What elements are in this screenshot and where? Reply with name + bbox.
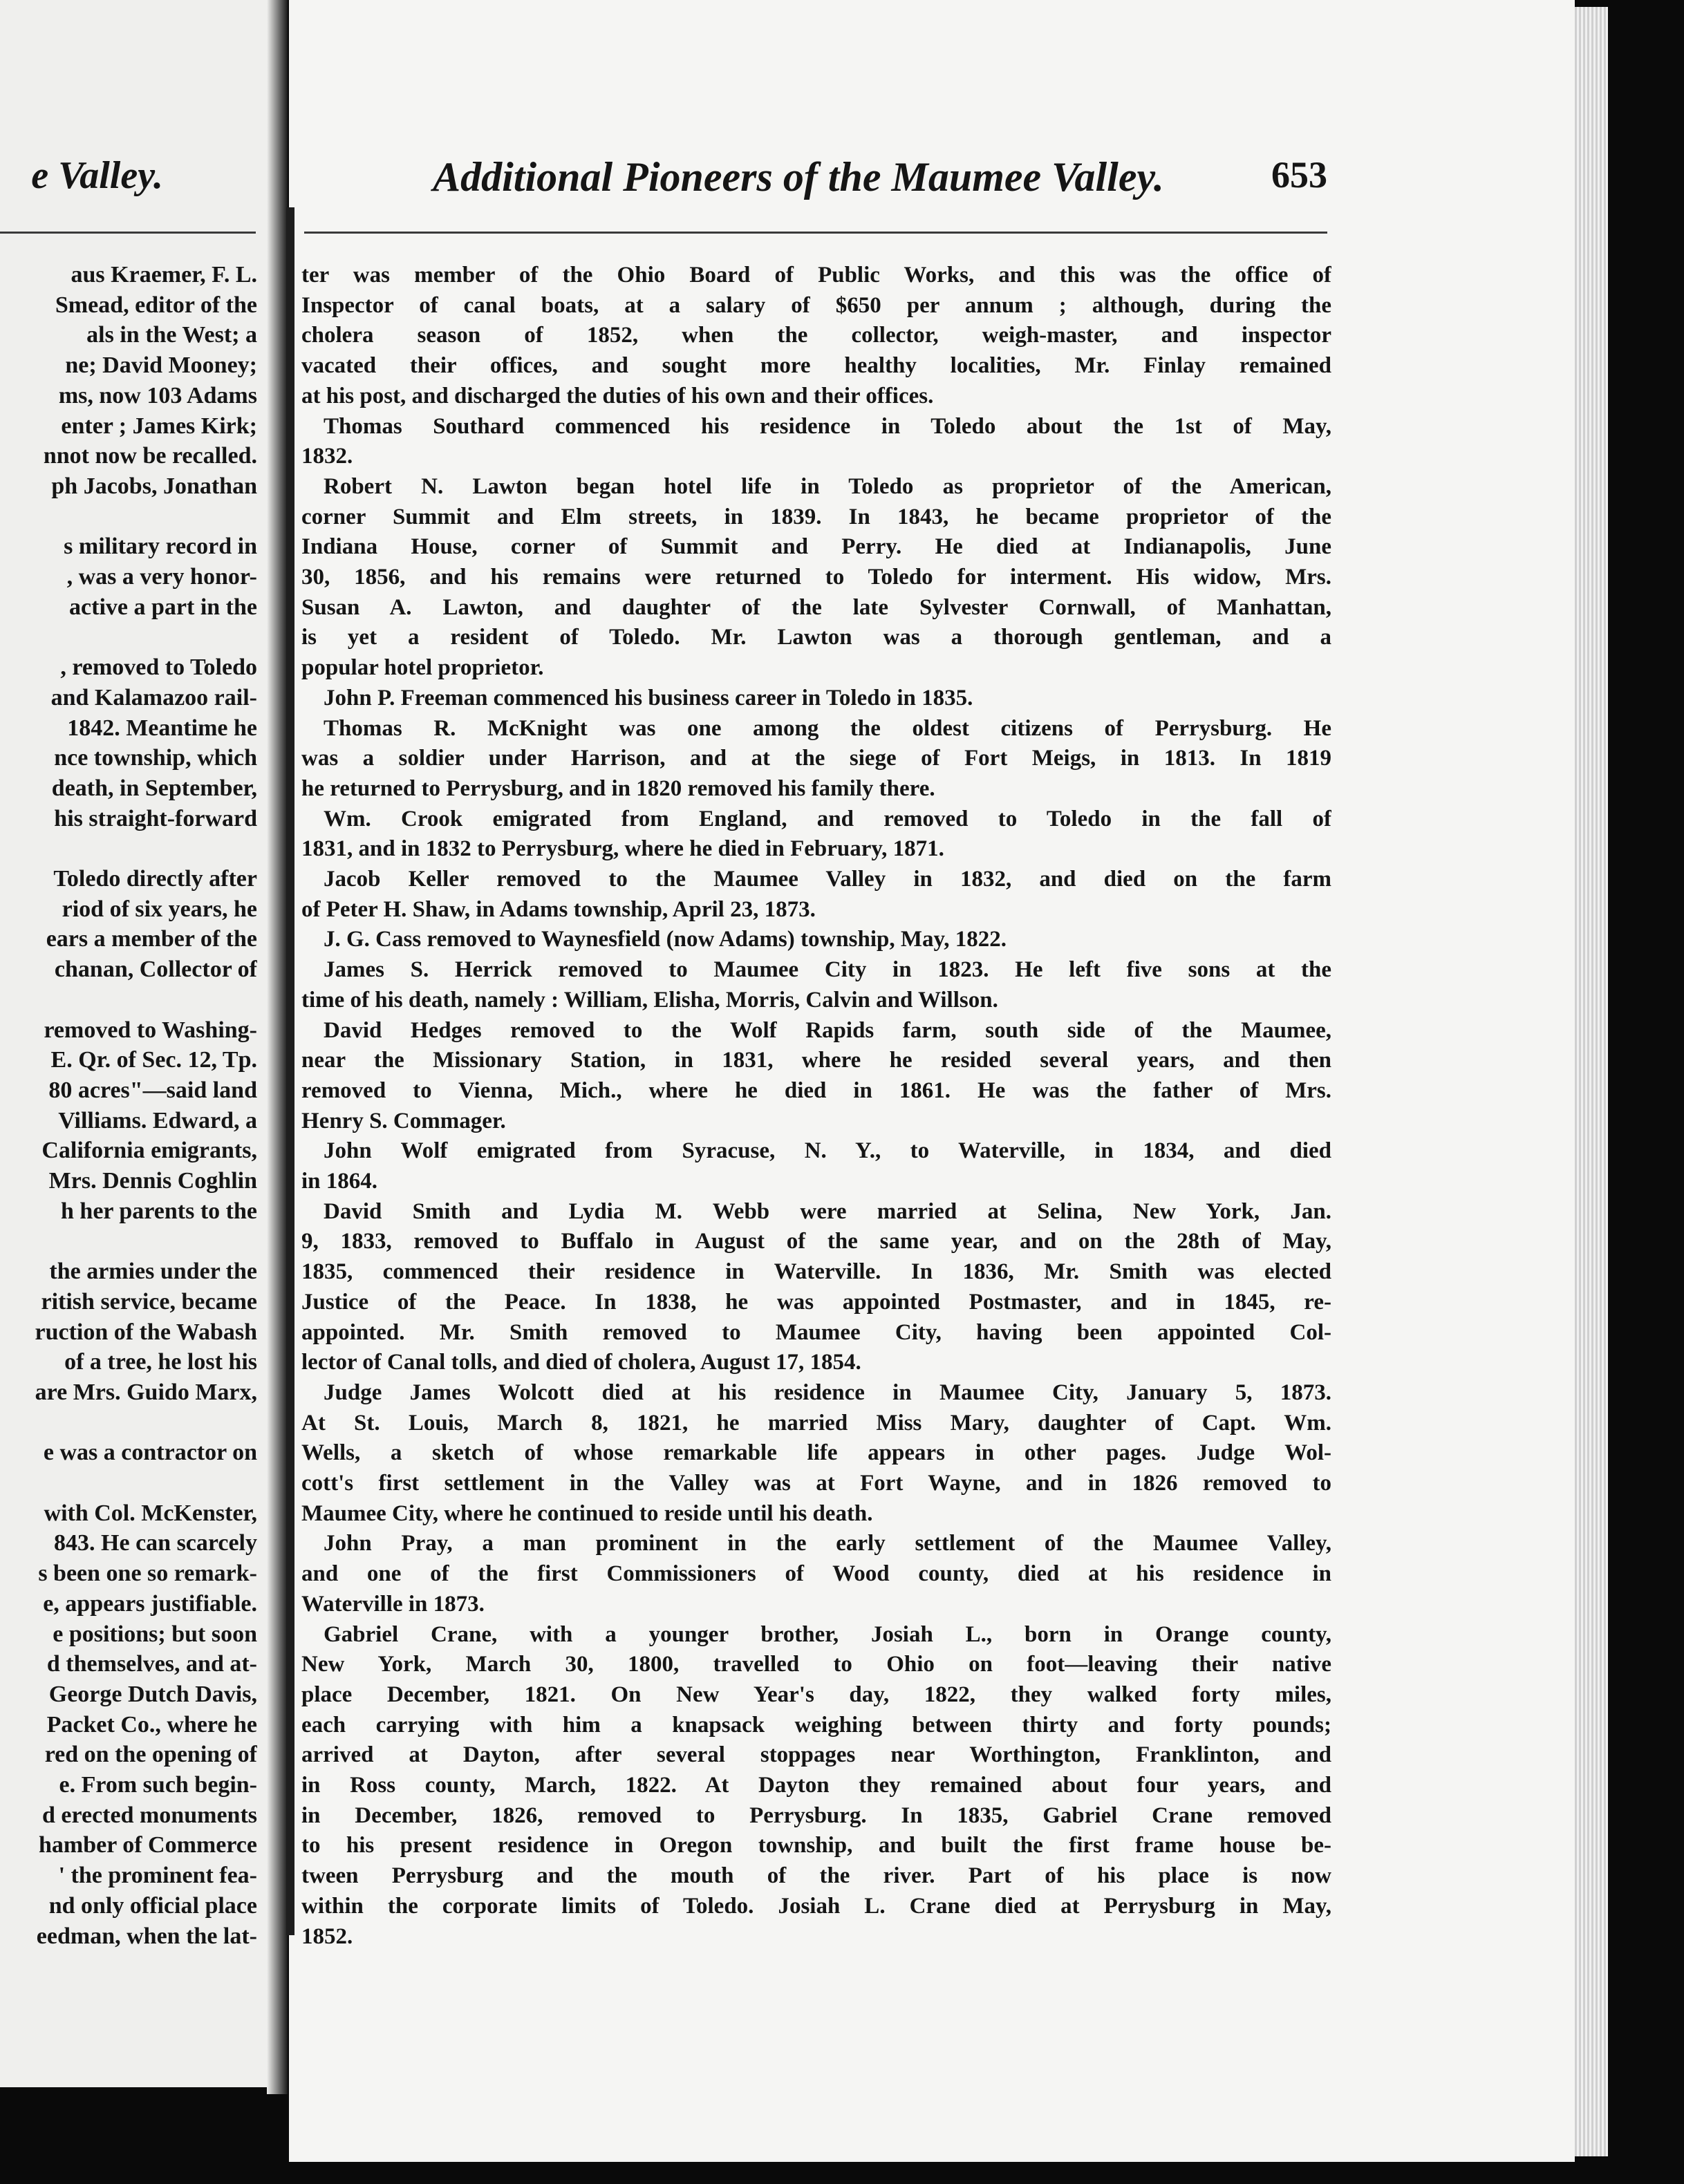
left-text-line: e was a contractor on (43, 1440, 257, 1466)
left-text-line: h her parents to the (61, 1198, 257, 1224)
left-text-line: ph Jacobs, Jonathan (51, 473, 257, 499)
paragraph-first-line: Thomas R. McKnight was one among the oldest citizens of Perrysburg. He (324, 715, 1331, 741)
page-edges (1575, 7, 1608, 2156)
paragraph-first-line: Robert N. Lawton began hotel life in Toledo as proprietor of the American, (324, 473, 1331, 499)
text-line: New York, March 30, 1800, travelled to Ohio on foot—leaving their native (301, 1652, 1331, 1677)
text-line: vacated their offices, and sought more healthy localities, Mr. Finlay remained (301, 353, 1331, 379)
left-text-line: s military record in (64, 534, 257, 560)
left-text-line: his straight-forward (54, 805, 257, 831)
left-text-line: s been one so remark- (38, 1561, 257, 1587)
paragraph-first-line: John Wolf emigrated from Syracuse, N. Y., to Waterville, in 1834, and died (324, 1138, 1331, 1164)
text-line: Susan A. Lawton, and daughter of the late Sylvester Cornwall, of Manhattan, (301, 594, 1331, 620)
left-text-line: E. Qr. of Sec. 12, Tp. (50, 1047, 257, 1073)
left-text-line: ne; David Mooney; (65, 352, 257, 379)
text-line: Justice of the Peace. In 1838, he was appointed Postmaster, and in 1845, re- (301, 1289, 1331, 1315)
text-line: near the Missionary Station, in 1831, where he resided several years, and then (301, 1048, 1331, 1073)
left-text-line: 843. He can scarcely (54, 1530, 257, 1556)
text-line: in Ross county, March, 1822. At Dayton they remained about four years, and (301, 1773, 1331, 1798)
text-line: to his present residence in Oregon township, and built the first frame house be- (301, 1833, 1331, 1858)
text-line: Indiana House, corner of Summit and Perry. He died at Indianapolis, June (301, 534, 1331, 560)
left-text-line: George Dutch Davis, (48, 1681, 257, 1707)
left-text-line: the armies under the (49, 1259, 257, 1285)
left-text-line: ears a member of the (46, 926, 257, 952)
left-text-line: hamber of Commerce (39, 1832, 257, 1858)
text-line: is yet a resident of Toledo. Mr. Lawton was a thorough gentleman, and a (301, 625, 1331, 650)
left-text-line: chanan, Collector of (54, 957, 257, 983)
text-line: 30, 1856, and his remains were returned to Toledo for interment. His widow, Mrs. (301, 565, 1331, 590)
text-line: 1831, and in 1832 to Perrysburg, where he died in February, 1871. (301, 836, 944, 862)
text-line: in 1864. (301, 1169, 378, 1194)
left-text-line: riod of six years, he (62, 896, 257, 922)
left-text-line: ruction of the Wabash (35, 1319, 257, 1345)
paragraph-first-line: Wm. Crook emigrated from England, and removed to Toledo in the fall of (324, 806, 1331, 831)
paragraph-first-line: Thomas Southard commenced his residence in Toledo about the 1st of May, (324, 413, 1331, 439)
left-text-line: d themselves, and at- (46, 1651, 257, 1677)
left-text-line: als in the West; a (86, 322, 257, 348)
text-line: of Peter H. Shaw, in Adams township, April 23, 1873. (301, 896, 816, 922)
previous-page-fragment (0, 0, 277, 2087)
text-line: 1835, commenced their residence in Waterville. In 1836, Mr. Smith was elected (301, 1259, 1331, 1285)
text-line: Henry S. Commager. (301, 1108, 506, 1133)
text-line: he returned to Perrysburg, and in 1820 removed his family there. (301, 775, 935, 801)
header-rule (304, 232, 1327, 234)
text-line: 1832. (301, 444, 353, 469)
left-text-line: Mrs. Dennis Coghlin (48, 1168, 257, 1194)
paragraph-first-line: David Smith and Lydia M. Webb were married at Selina, New York, Jan. (324, 1198, 1331, 1224)
left-text-line: ms, now 103 Adams (58, 382, 257, 408)
text-line: time of his death, namely : William, Elisha, Morris, Calvin and Willson. (301, 987, 998, 1013)
left-text-line: d erected monuments (42, 1802, 257, 1828)
text-line: Waterville in 1873. (301, 1591, 485, 1617)
text-line: tween Perrysburg and the mouth of the river. Part of his place is now (301, 1863, 1331, 1889)
paragraph-first-line: David Hedges removed to the Wolf Rapids farm, south side of the Maumee, (324, 1017, 1331, 1043)
left-text-line: of a tree, he lost his (64, 1349, 257, 1375)
page-number: 653 (1271, 154, 1327, 196)
left-header-rule (0, 232, 256, 234)
left-text-line: nd only official place (48, 1892, 257, 1919)
left-text-line: aus Kraemer, F. L. (71, 262, 257, 288)
text-line: and one of the first Commissioners of Wood county, died at his residence in (301, 1561, 1331, 1587)
text-line: ter was member of the Ohio Board of Public Works, and this was the office of (301, 263, 1331, 288)
left-text-line: death, in September, (51, 775, 257, 801)
left-text-line: are Mrs. Guido Marx, (35, 1379, 257, 1405)
paragraph-first-line: Judge James Wolcott died at his residence in Maumee City, January 5, 1873. (324, 1380, 1331, 1405)
left-text-line: , removed to Toledo (60, 655, 257, 681)
left-text-line: Packet Co., where he (46, 1711, 257, 1738)
paragraph-first-line: Jacob Keller removed to the Maumee Valley in 1832, and died on the farm (324, 867, 1331, 892)
text-line: cholera season of 1852, when the collector, weigh-master, and inspector (301, 323, 1331, 348)
left-text-line: nce township, which (54, 745, 257, 771)
paragraph-first-line: J. G. Cass removed to Waynesfield (now Adams) township, May, 1822. (324, 927, 1007, 952)
left-text-line: eedman, when the lat- (36, 1923, 257, 1949)
text-line: within the corporate limits of Toledo. Josiah L. Crane died at Perrysburg in May, (301, 1893, 1331, 1919)
paragraph-first-line: John Pray, a man prominent in the early settlement of the Maumee Valley, (324, 1531, 1331, 1556)
left-text-line: e, appears justifiable. (43, 1590, 257, 1617)
left-text-line: enter ; James Kirk; (61, 413, 257, 439)
text-line: was a soldier under Harrison, and at the siege of Fort Meigs, in 1813. In 1819 (301, 746, 1331, 771)
left-text-line: , was a very honor- (66, 564, 257, 590)
text-line: each carrying with him a knapsack weighing between thirty and forty pounds; (301, 1712, 1331, 1738)
text-line: place December, 1821. On New Year's day, 1822, they walked forty miles, (301, 1682, 1331, 1707)
text-line: Inspector of canal boats, at a salary of $650 per annum ; although, during the (301, 292, 1331, 318)
left-text-line: active a part in the (69, 594, 257, 620)
text-line: cott's first settlement in the Valley was at Fort Wayne, and in 1826 removed to (301, 1471, 1331, 1496)
left-text-line: nnot now be recalled. (43, 443, 257, 469)
running-title: Additional Pioneers of the Maumee Valley. (433, 154, 1164, 200)
paragraph-first-line: John P. Freeman commenced his business career in Toledo in 1835. (324, 685, 973, 710)
gutter-rule (286, 207, 294, 1935)
text-line: corner Summit and Elm streets, in 1839. In 1843, he became proprietor of the (301, 504, 1331, 529)
left-text-line: ritish service, became (41, 1288, 257, 1315)
paragraph-first-line: Gabriel Crane, with a younger brother, Josiah L., born in Orange county, (324, 1621, 1331, 1647)
left-text-line: California emigrants, (41, 1138, 257, 1164)
text-line: at his post, and discharged the duties of his own and their offices. (301, 383, 934, 408)
left-text-line: Villiams. Edward, a (58, 1107, 257, 1133)
text-line: Wells, a sketch of whose remarkable life appears in other pages. Judge Wol- (301, 1440, 1331, 1466)
left-text-line: 1842. Meantime he (67, 715, 257, 741)
left-text-line: 80 acres"—said land (48, 1077, 257, 1103)
text-line: removed to Vienna, Mich., where he died in 1861. He was the father of Mrs. (301, 1077, 1331, 1103)
text-line: in December, 1826, removed to Perrysburg. In 1835, Gabriel Crane removed (301, 1802, 1331, 1828)
left-text-line: Smead, editor of the (55, 292, 257, 318)
text-line: 9, 1833, removed to Buffalo in August of the same year, and on the 28th of May, (301, 1229, 1331, 1254)
book-gutter (267, 0, 288, 2094)
paragraph-first-line: James S. Herrick removed to Maumee City in 1823. He left five sons at the (324, 957, 1331, 983)
left-text-line: removed to Washing- (44, 1017, 257, 1043)
text-line: appointed. Mr. Smith removed to Maumee City, having been appointed Col- (301, 1319, 1331, 1345)
text-line: 1852. (301, 1923, 353, 1949)
left-text-line: e positions; but soon (53, 1621, 257, 1647)
left-text-line: and Kalamazoo rail- (50, 684, 257, 710)
text-line: arrived at Dayton, after several stoppages near Worthington, Franklinton, and (301, 1742, 1331, 1768)
left-text-line: red on the opening of (44, 1742, 257, 1768)
left-text-line: with Col. McKenster, (44, 1500, 257, 1526)
left-running-title: e Valley. (31, 154, 163, 197)
text-line: Maumee City, where he continued to reside until his death. (301, 1500, 873, 1526)
text-line: lector of Canal tolls, and died of cholera, August 17, 1854. (301, 1350, 861, 1375)
left-text-line: e. From such begin- (59, 1772, 257, 1798)
left-text-line: Toledo directly after (53, 866, 257, 892)
text-line: popular hotel proprietor. (301, 655, 544, 681)
text-line: At St. Louis, March 8, 1821, he married Miss Mary, daughter of Capt. Wm. (301, 1410, 1331, 1435)
left-text-line: ' the prominent fea- (58, 1863, 257, 1889)
